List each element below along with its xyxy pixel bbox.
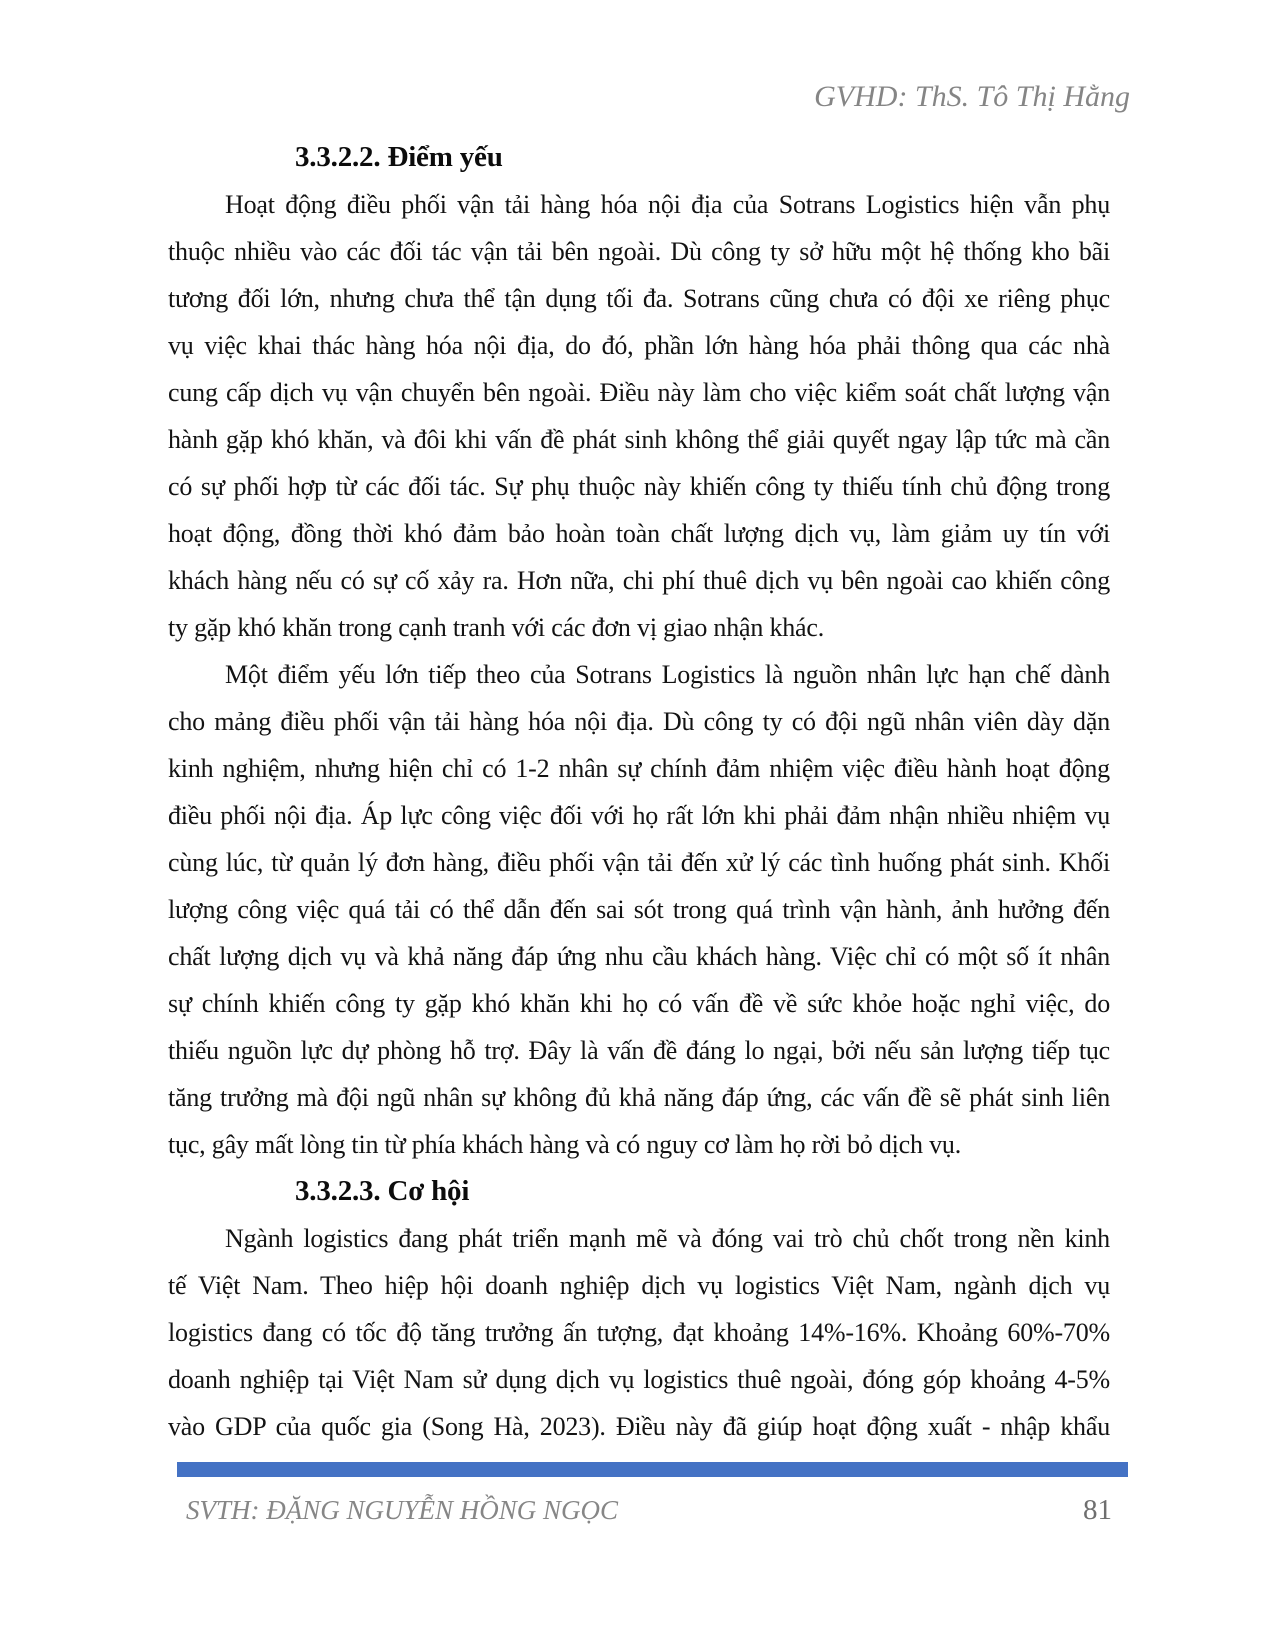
text-line: sự chính khiến công ty gặp khó khăn khi họ có vấn đề về sức khỏe hoặc nghỉ việc, do — [168, 989, 1110, 1018]
paragraph — [168, 1215, 1110, 1450]
footer-divider-bar — [177, 1462, 1128, 1477]
text-line: doanh nghiệp tại Việt Nam sử dụng dịch vụ logistics thuê ngoài, đóng góp khoảng 4-5% — [168, 1365, 1110, 1394]
page-footer — [168, 1488, 1120, 1532]
text-line: khách hàng nếu có sự cố xảy ra. Hơn nữa, chi phí thuê dịch vụ bên ngoài cao khiến công — [168, 566, 1110, 595]
text-line: ty gặp khó khăn trong cạnh tranh với các đơn vị giao nhận khác. — [168, 613, 825, 642]
text-line: chất lượng dịch vụ và khả năng đáp ứng nhu cầu khách hàng. Việc chỉ có một số ít nhân — [168, 942, 1110, 971]
text-line: Một điểm yếu lớn tiếp theo của Sotrans Logistics là nguồn nhân lực hạn chế dành — [225, 660, 1110, 689]
paragraph — [168, 181, 1110, 651]
text-line: điều phối nội địa. Áp lực công việc đối với họ rất lớn khi phải đảm nhận nhiều nhiệm vụ — [168, 801, 1110, 830]
text-line: kinh nghiệm, nhưng hiện chỉ có 1-2 nhân sự chính đảm nhiệm việc điều hành hoạt động — [168, 754, 1110, 783]
text-line: logistics đang có tốc độ tăng trưởng ấn tượng, đạt khoảng 14%-16%. Khoảng 60%-70% — [168, 1318, 1110, 1347]
text-line: Ngành logistics đang phát triển mạnh mẽ và đóng vai trò chủ chốt trong nền kinh — [225, 1224, 1110, 1253]
text-line: có sự phối hợp từ các đối tác. Sự phụ thuộc này khiến công ty thiếu tính chủ động trong — [168, 472, 1110, 501]
paragraph — [168, 651, 1110, 1168]
text-line: vụ việc khai thác hàng hóa nội địa, do đó, phần lớn hàng hóa phải thông qua các nhà — [168, 331, 1110, 360]
header-supervisor: GVHD: ThS. Tô Thị Hằng — [814, 80, 1130, 113]
text-line: tế Việt Nam. Theo hiệp hội doanh nghiệp dịch vụ logistics Việt Nam, ngành dịch vụ — [168, 1271, 1110, 1300]
page-number: 81 — [1083, 1494, 1112, 1526]
page-body — [168, 134, 1110, 1450]
text-line: tăng trưởng mà đội ngũ nhân sự không đủ khả năng đáp ứng, các vấn đề sẽ phát sinh liên — [168, 1083, 1110, 1112]
text-line: Hoạt động điều phối vận tải hàng hóa nội địa của Sotrans Logistics hiện vẫn phụ — [225, 190, 1110, 219]
text-line: hoạt động, đồng thời khó đảm bảo hoàn toàn chất lượng dịch vụ, làm giảm uy tín với — [168, 519, 1110, 548]
section-heading-opportunities: 3.3.2.3. Cơ hội — [295, 1175, 470, 1207]
text-line: tục, gây mất lòng tin từ phía khách hàng và có nguy cơ làm họ rời bỏ dịch vụ. — [168, 1130, 962, 1159]
section-heading-weaknesses: 3.3.2.2. Điểm yếu — [295, 141, 503, 173]
text-line: vào GDP của quốc gia (Song Hà, 2023). Điều này đã giúp hoạt động xuất - nhập khẩu — [168, 1412, 1110, 1441]
text-line: tương đối lớn, nhưng chưa thể tận dụng tối đa. Sotrans cũng chưa có đội xe riêng phục — [168, 284, 1110, 313]
text-line: thiếu nguồn lực dự phòng hỗ trợ. Đây là vấn đề đáng lo ngại, bởi nếu sản lượng tiếp tục — [168, 1036, 1110, 1065]
footer-student-name: SVTH: ĐẶNG NGUYỄN HỒNG NGỌC — [186, 1495, 619, 1525]
text-line: hành gặp khó khăn, và đôi khi vấn đề phát sinh không thể giải quyết ngay lập tức mà cần — [168, 425, 1110, 454]
text-line: cho mảng điều phối vận tải hàng hóa nội địa. Dù công ty có đội ngũ nhân viên dày dặn — [168, 707, 1110, 736]
text-line: cùng lúc, từ quản lý đơn hàng, điều phối vận tải đến xử lý các tình huống phát sinh. Khối — [168, 848, 1110, 877]
text-line: cung cấp dịch vụ vận chuyển bên ngoài. Điều này làm cho việc kiểm soát chất lượng vận — [168, 378, 1110, 407]
text-line: lượng công việc quá tải có thể dẫn đến sai sót trong quá trình vận hành, ảnh hưởng đến — [168, 895, 1110, 924]
text-line: thuộc nhiều vào các đối tác vận tải bên ngoài. Dù công ty sở hữu một hệ thống kho bãi — [168, 237, 1110, 266]
